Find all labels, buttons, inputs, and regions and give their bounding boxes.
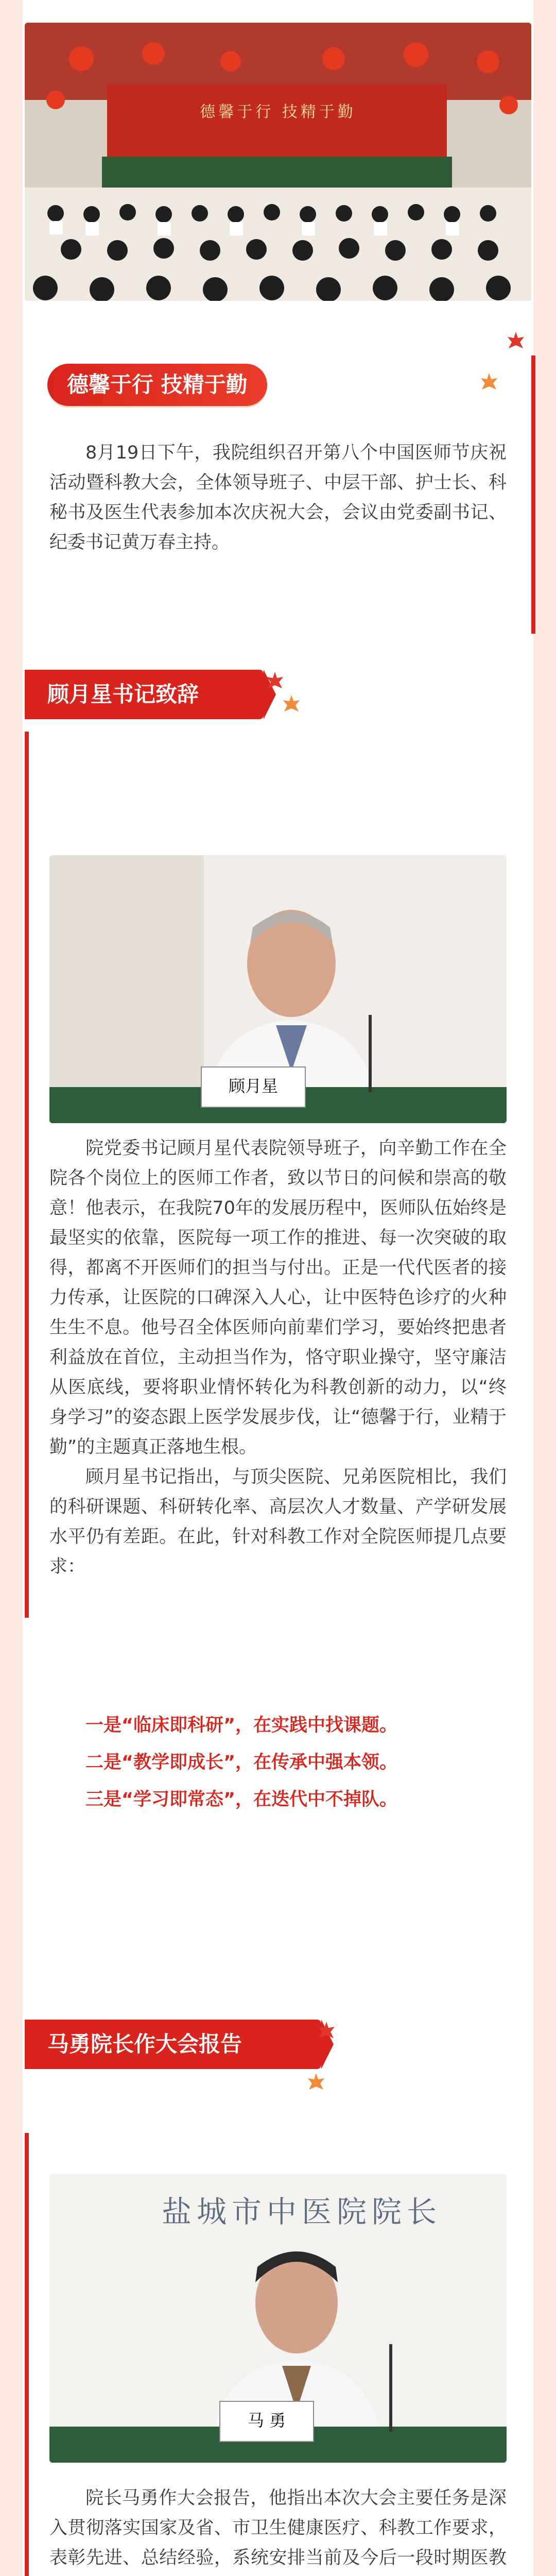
requirement-item: 三是“学习即常态”，在迭代中不掉队。: [85, 1789, 398, 1810]
secretary-photo: [49, 855, 507, 1123]
top-conference-photo: [25, 23, 531, 301]
section2-paragraph-1: 院长马勇作大会报告，他指出本次大会主要任务是深入贯彻落实国家及省、市卫生健康医疗、科教工作要求，表彰先进、总结经验，系统安排当前及今后一段时期医教: [49, 2488, 507, 2568]
section1-requirements: [49, 1710, 507, 1822]
maple-leaf-icon: [478, 371, 500, 394]
section-title-secretary-speech: 顾月星书记致辞: [25, 670, 264, 719]
president-photo: [49, 2174, 507, 2463]
banner-text: 德馨于行 技精于勤: [200, 103, 356, 121]
maple-leaf-icon: [264, 670, 286, 692]
maple-leaf-icon: [505, 330, 527, 352]
maple-leaf-icon: [280, 693, 303, 716]
requirement-item: 二是“教学即成长”，在传承中强本领。: [85, 1752, 398, 1773]
name-plate: 马 勇: [219, 2401, 314, 2442]
section2-paragraphs: [49, 2483, 507, 2576]
requirement-item: 一是“临床即科研”，在实践中找课题。: [85, 1715, 398, 1736]
section1-paragraph-2: 顾月星书记指出，与顶尖医院、兄弟医院相比，我们的科研课题、科研转化率、高层次人才数量、产学研发展水平仍有差距。在此，针对科教工作对全院医师提几点要求：: [49, 1467, 507, 1577]
intro-side-stripe: [531, 355, 535, 634]
section2-side-stripe: [25, 2133, 29, 2576]
intro-paragraph: [49, 438, 507, 557]
section1-side-stripe: [25, 732, 29, 1618]
maple-leaf-icon: [305, 2071, 327, 2094]
maple-leaf-icon: [315, 2020, 338, 2042]
intro-text: 8月19日下午，我院组织召开第八个中国医师节庆祝活动暨科教大会，全体领导班子、中层干部、护士长、科秘书及医生代表参加本次庆祝大会，会议由党委副书记、纪委书记黄万春主持。: [49, 443, 507, 553]
intro-heading: 德馨于行 技精于勤: [47, 364, 267, 406]
conference-hall-photo-icon: [25, 23, 531, 301]
section-title-president-report: 马勇院长作大会报告: [25, 2020, 321, 2069]
section1-paragraph-1: 院党委书记顾月星代表院领导班子，向辛勤工作在全院各个岗位上的医师工作者，致以节日的问候和崇高的敬意！他表示，在我院70年的发展历程中，医师队伍始终是最坚实的依靠，医院每一项工作的推进、每一次突破的取得，都离不开医师们的担当与付出。正是一代代医者的接力传承，让医院的口碑深入人心，让中医特色诊疗的火种生生不息。他号召全体医师向前辈们学习，要始终把患者利益放在首位，主动担当作为，恪守职业操守，坚守廉洁从医底线，要将职业情怀转化为科教创新的动力，以“终身学习”的姿态跟上医学发展步伐，让“德馨于行，业精于勤”的主题真正落地生根。: [49, 1138, 507, 1458]
backdrop-text: 盐城市中医院院长: [161, 2194, 442, 2229]
name-plate: 顾月星: [201, 1066, 306, 1108]
section1-paragraphs: [49, 1133, 507, 1582]
